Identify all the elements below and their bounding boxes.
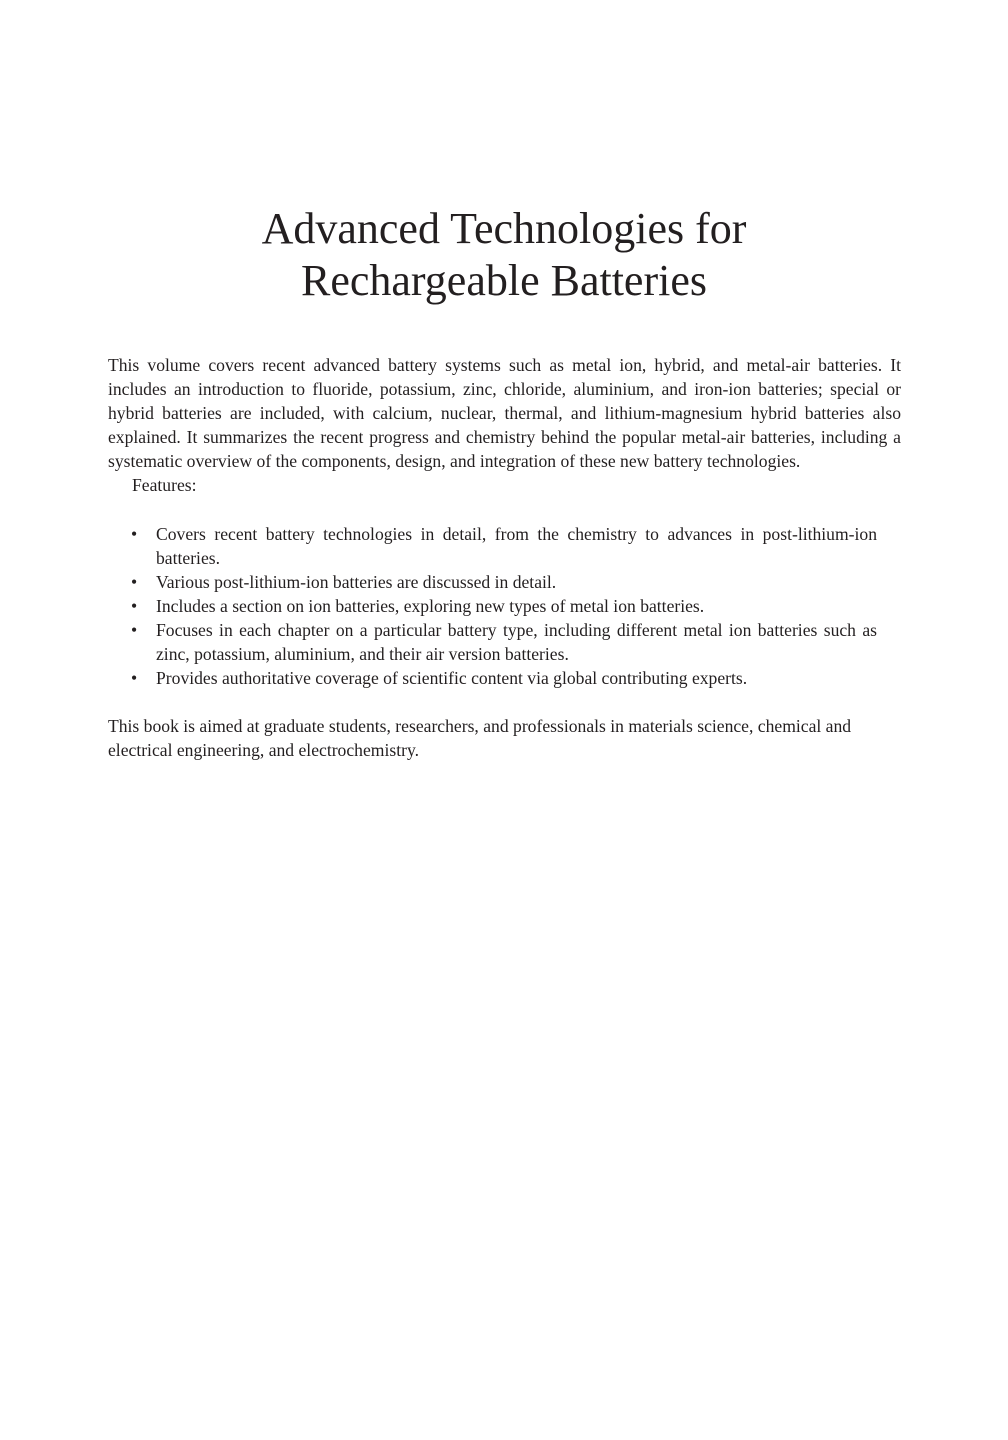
feature-item — [108, 570, 901, 594]
feature-text: Covers recent battery technologies in detail, from the chemistry to advances in post-lithium-ion batteries. — [156, 523, 877, 568]
bullet-icon: • — [131, 668, 138, 689]
feature-text: Various post-lithium-ion batteries are discussed in detail. — [156, 571, 557, 592]
feature-text: Provides authoritative coverage of scientific content via global contributing experts. — [156, 668, 748, 689]
book-title — [0, 203, 1008, 307]
bullet-icon: • — [131, 595, 138, 616]
bullet-icon: • — [131, 619, 138, 640]
feature-text: Includes a section on ion batteries, exploring new types of metal ion batteries. — [156, 595, 705, 616]
book-description-body — [108, 353, 901, 762]
feature-text: Focuses in each chapter on a particular battery type, including different metal ion batteries such as zinc, potassium, aluminium, and their air version batteries. — [156, 619, 877, 665]
book-title-line-2: Rechargeable Batteries — [301, 256, 707, 305]
features-list — [108, 522, 901, 691]
feature-item — [108, 666, 901, 690]
book-title-line-1: Advanced Technologies for — [261, 204, 747, 253]
bullet-icon: • — [131, 571, 138, 592]
features-label: Features: — [132, 475, 197, 496]
bullet-icon: • — [131, 523, 138, 544]
feature-item — [108, 594, 901, 618]
feature-item — [108, 522, 901, 570]
feature-item — [108, 618, 901, 666]
description-paragraph: This volume covers recent advanced battery systems such as metal ion, hybrid, and metal-air batteries. It includes an introduction to fluoride, potassium, zinc, chloride, aluminium, and iron-ion batteries; special or hybrid batteries are included, with calcium, nuclear, thermal, and lithium-magnesium hybrid batteries also explained. It summarizes the recent progress and chemistry behind the popular metal-air batteries, including a systematic overview of the components, design, and integration of these new battery technologies. — [108, 355, 901, 472]
audience-paragraph: This book is aimed at graduate students, researchers, and professionals in materials science, chemical and electrical engineering, and electrochemistry. — [108, 716, 852, 761]
